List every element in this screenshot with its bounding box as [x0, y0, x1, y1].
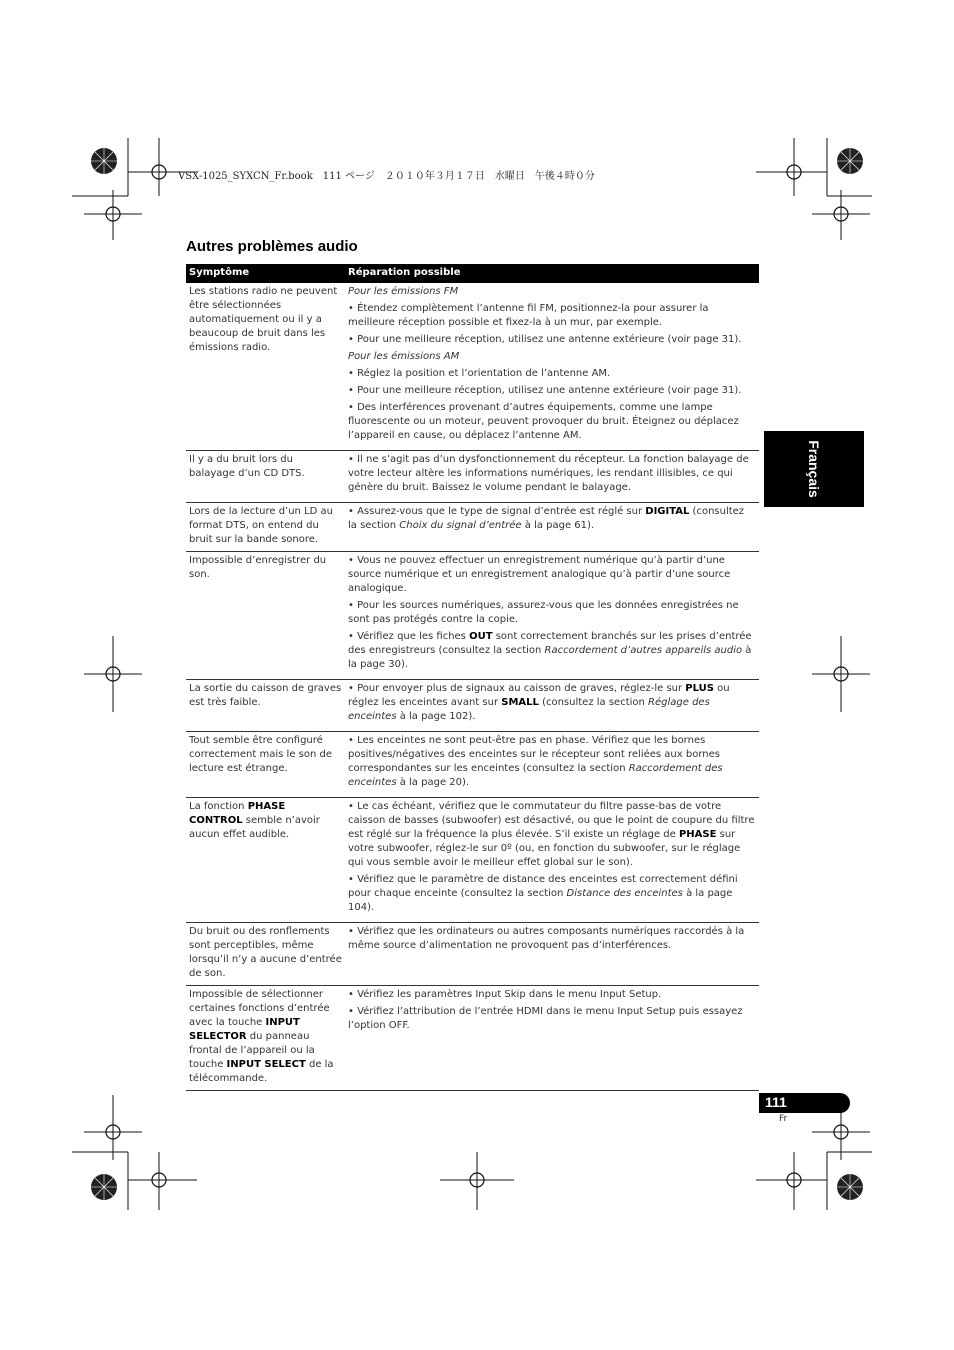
fix-item: • Vérifiez les paramètres Input Skip dans le menu Input Setup. — [348, 989, 662, 1000]
fix-text: ou réglez les enceintes avant sur — [348, 683, 730, 708]
fix-keyword: OUT — [469, 631, 493, 642]
fix-text: à la page 30). — [348, 645, 752, 670]
fix-text: • Vérifiez que le paramètre de distance des enceintes est correctement défini pour chaque enceinte (consultez la section — [348, 874, 738, 899]
fix-keyword: PHASE — [678, 829, 717, 840]
fix-reference: Réglage des enceintes — [348, 697, 710, 722]
fix-item: • Pour une meilleure réception, utilisez une antenne extérieure (voir page 31). — [348, 334, 742, 345]
fix-text: sur votre subwoofer, réglez-le sur 0º (ou, en fonction du subwoofer, sur le réglage qui vous semble avoir le meilleur effet global sur le son). — [348, 829, 741, 868]
table-row — [186, 283, 759, 451]
symptom-cell: Du bruit ou des ronflements sont perceptibles, même lorsqu’il n’y a aucune d’entrée de son. — [186, 923, 345, 986]
table-row — [186, 798, 759, 923]
fix-text: • Pour envoyer plus de signaux au caisson de graves, réglez-le sur — [348, 683, 686, 694]
fix-item: • Réglez la position et l’orientation de l’antenne AM. — [348, 368, 611, 379]
fix-item: • Il ne s’agit pas d’un dysfonctionnement du récepteur. La fonction balayage de votre lecteur altère les informations numériques, les rendant illisibles, ce qui génère du bruit. Baissez le volume pendant le balayage. — [348, 454, 749, 493]
fix-subheading: Pour les émissions AM — [348, 351, 460, 362]
fix-keyword: DIGITAL — [645, 506, 690, 517]
symptom-cell: Il y a du bruit lors du balayage d’un CD DTS. — [186, 451, 345, 503]
fix-text: • Le cas échéant, vérifiez que le commutateur du filtre passe-bas de votre caisson de basses (subwoofer) est désactivé, ou que le point de coupure du filtre est réglé sur la fréquence la plus élevée. S’il existe un réglage de — [348, 801, 755, 840]
fix-reference: Distance des enceintes — [566, 888, 683, 899]
fix-text: sont correctement branchés sur les prises d’entrée des enregistreurs (consultez la section — [348, 631, 752, 656]
table-row — [186, 680, 759, 732]
symptom-text: semble n’avoir aucun effet audible. — [189, 815, 320, 840]
fix-text: à la page 104). — [348, 888, 733, 913]
fix-text: à la page 102). — [396, 711, 476, 722]
fix-text: à la page 20). — [396, 777, 470, 788]
column-header-symptom: Symptôme — [186, 264, 345, 283]
fix-cell — [345, 732, 759, 798]
fix-text: (consultez la section — [348, 506, 745, 531]
table-row — [186, 552, 759, 680]
fix-reference: Choix du signal d’entrée — [399, 520, 522, 531]
fix-text: à la page 61). — [521, 520, 595, 531]
fix-cell — [345, 451, 759, 503]
print-header: VSX-1025_SYXCN_Fr.book 111 ページ ２０１０年３月１７日 水曜日 午後４時０分 — [178, 171, 595, 182]
page-number-badge — [759, 1093, 850, 1113]
symptom-text: La fonction — [189, 801, 248, 812]
language-tab-label: Français — [806, 440, 822, 498]
fix-cell — [345, 923, 759, 986]
fix-cell — [345, 798, 759, 923]
page-language-code: Fr — [779, 1114, 788, 1124]
fix-cell — [345, 680, 759, 732]
fix-item — [348, 800, 756, 870]
table-header-row — [186, 264, 759, 283]
table-row — [186, 986, 759, 1091]
symptom-cell: Les stations radio ne peuvent être sélectionnées automatiquement ou il y a beaucoup de bruit dans les émissions radio. — [186, 283, 345, 451]
fix-item: • Vérifiez que les ordinateurs ou autres composants numériques raccordés à la même source d’alimentation ne provoquent pas d’interférences. — [348, 926, 745, 951]
symptom-keyword: PHASE CONTROL — [189, 801, 286, 826]
symptom-text: de la télécommande. — [189, 1059, 334, 1084]
fix-keyword: PLUS — [685, 683, 714, 694]
section-title: Autres problèmes audio — [186, 238, 358, 255]
fix-reference: Raccordement des enceintes — [348, 763, 723, 788]
symptom-cell: Lors de la lecture d’un LD au format DTS, on entend du bruit sur la bande sonore. — [186, 503, 345, 552]
symptom-cell — [186, 986, 345, 1091]
fix-item: • Étendez complètement l’antenne fil FM, positionnez-la pour assurer la meilleure réception possible et fixez-la à un mur, par exemple. — [348, 303, 709, 328]
fix-cell — [345, 986, 759, 1091]
symptom-cell: La sortie du caisson de graves est très faible. — [186, 680, 345, 732]
symptom-text: Impossible de sélectionner certaines fonctions d’entrée avec la touche — [189, 989, 330, 1028]
fix-item: • Vous ne pouvez effectuer un enregistrement numérique qu’à partir d’une source numérique et un enregistrement analogique qu’à partir d’une source analogique. — [348, 555, 731, 594]
fix-item — [348, 734, 756, 790]
symptom-text: du panneau frontal de l’appareil ou la touche — [189, 1031, 315, 1070]
fix-text: • Les enceintes ne sont peut-être pas en phase. Vérifiez que les bornes positives/négatives des enceintes sur le récepteur sont reliées aux bornes correspondantes sur les enceintes (consultez la section — [348, 735, 720, 774]
table-row — [186, 451, 759, 503]
fix-reference: Raccordement d’autres appareils audio — [544, 645, 743, 656]
fix-item — [348, 873, 756, 915]
symptom-cell: Tout semble être configuré correctement mais le son de lecture est étrange. — [186, 732, 345, 798]
fix-text: (consultez la section — [538, 697, 649, 708]
fix-item: • Pour une meilleure réception, utilisez une antenne extérieure (voir page 31). — [348, 385, 742, 396]
table-row — [186, 923, 759, 986]
column-header-fix: Réparation possible — [345, 264, 759, 283]
fix-text: • Vérifiez que les fiches — [348, 631, 470, 642]
page-number: 111 — [765, 1094, 787, 1110]
fix-item: • Des interférences provenant d’autres équipements, comme une lampe fluorescente ou un moteur, peuvent provoquer du bruit. Éteignez ou déplacez l’appareil en cause, ou déplacez l’antenne AM. — [348, 402, 739, 441]
fix-item: • Vérifiez l’attribution de l’entrée HDMI dans le menu Input Setup puis essayez l’option OFF. — [348, 1006, 743, 1031]
fix-subheading: Pour les émissions FM — [348, 286, 459, 297]
fix-text: • Assurez-vous que le type de signal d’entrée est réglé sur — [348, 506, 646, 517]
fix-keyword: SMALL — [501, 697, 539, 708]
fix-item — [348, 505, 756, 533]
fix-item — [348, 630, 756, 672]
symptom-keyword: INPUT SELECTOR — [189, 1017, 300, 1042]
language-tab — [764, 431, 864, 507]
symptom-keyword: INPUT SELECT — [226, 1059, 306, 1070]
troubleshooting-table — [186, 264, 759, 1091]
symptom-cell — [186, 798, 345, 923]
fix-item: • Pour les sources numériques, assurez-vous que les données enregistrées ne sont pas protégés contre la copie. — [348, 600, 739, 625]
symptom-cell: Impossible d’enregistrer du son. — [186, 552, 345, 680]
table-row — [186, 732, 759, 798]
fix-item — [348, 682, 756, 724]
fix-cell — [345, 552, 759, 680]
table-row — [186, 503, 759, 552]
fix-cell — [345, 503, 759, 552]
fix-cell — [345, 283, 759, 451]
